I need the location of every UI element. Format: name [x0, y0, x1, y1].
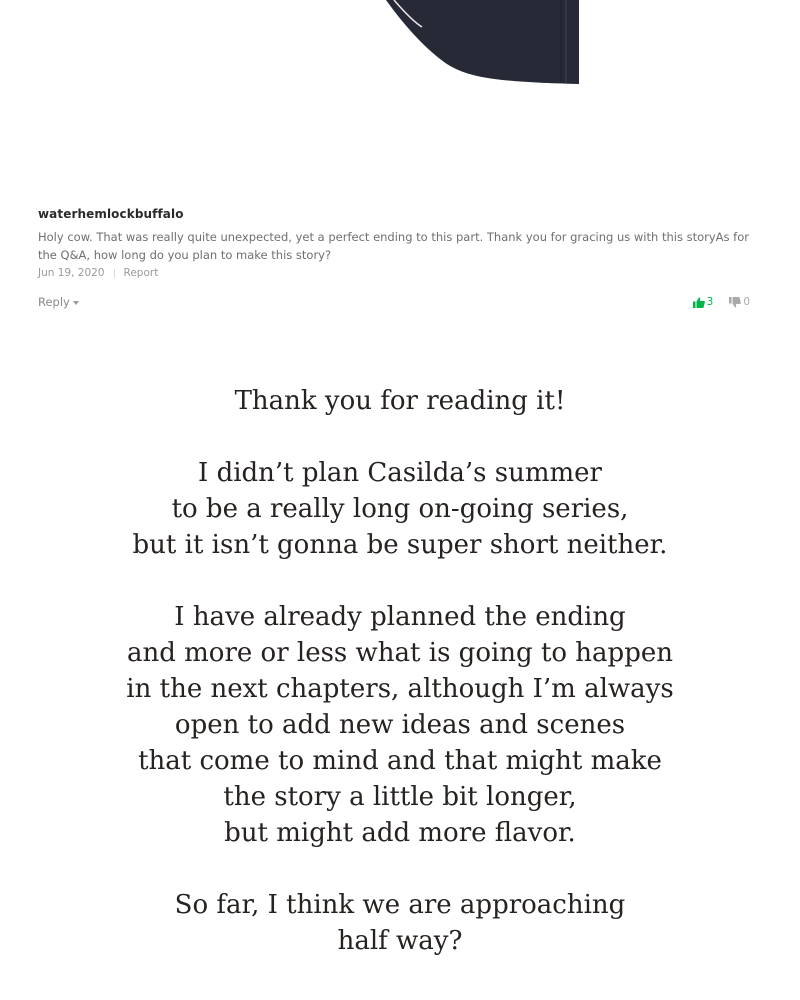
meta-divider: [114, 269, 115, 278]
upvote-count: 3: [706, 296, 714, 308]
author-reply-panel: [0, 383, 800, 959]
upvote-button[interactable]: [693, 296, 714, 308]
downvote-button[interactable]: [729, 296, 750, 308]
chevron-down-icon: [73, 301, 79, 305]
author-reply-line: but might add more flavor.: [224, 818, 576, 848]
author-reply-line: to be a really long on-going series,: [171, 494, 629, 524]
comment-date: Jun 19, 2020: [38, 267, 105, 279]
author-reply-line: Thank you for reading it!: [234, 386, 566, 416]
author-reply-line: half way?: [337, 926, 463, 956]
author-reply-line: open to add new ideas and scenes: [174, 710, 626, 740]
author-reply-line: in the next chapters, although I’m always: [126, 674, 674, 704]
comment: [38, 207, 753, 279]
comment-meta: [38, 267, 753, 279]
author-reply-line: So far, I think we are approaching: [174, 890, 626, 920]
blank-line: [0, 563, 800, 599]
blank-line: [0, 419, 800, 455]
author-reply-line: I have already planned the ending: [174, 602, 626, 632]
comment-actions: [38, 295, 750, 313]
comment-username[interactable]: waterhemlockbuffalo: [38, 207, 184, 221]
report-link[interactable]: Report: [123, 267, 159, 279]
author-reply-line: I didn’t plan Casilda’s summer: [198, 458, 602, 488]
reply-button[interactable]: [38, 295, 79, 309]
author-reply-line: the story a little bit longer,: [223, 782, 577, 812]
author-reply-line: but it isn’t gonna be super short neither.: [132, 530, 668, 560]
thumbs-down-icon: [729, 297, 741, 308]
author-reply-line: and more or less what is going to happen: [127, 638, 673, 668]
thumbs-up-icon: [693, 297, 705, 308]
downvote-count: 0: [743, 296, 750, 308]
comment-body: Holy cow. That was really quite unexpected, yet a perfect ending to this part. Thank you for gracing us with this storyAs for the Q&A, how long do you plan to make this story?: [38, 230, 749, 262]
comic-panel-illustration: [380, 0, 590, 90]
author-reply-line: that come to mind and that might make: [138, 746, 662, 776]
reply-label: Reply: [38, 295, 70, 309]
vote-controls: [693, 296, 750, 308]
blank-line: [0, 851, 800, 887]
